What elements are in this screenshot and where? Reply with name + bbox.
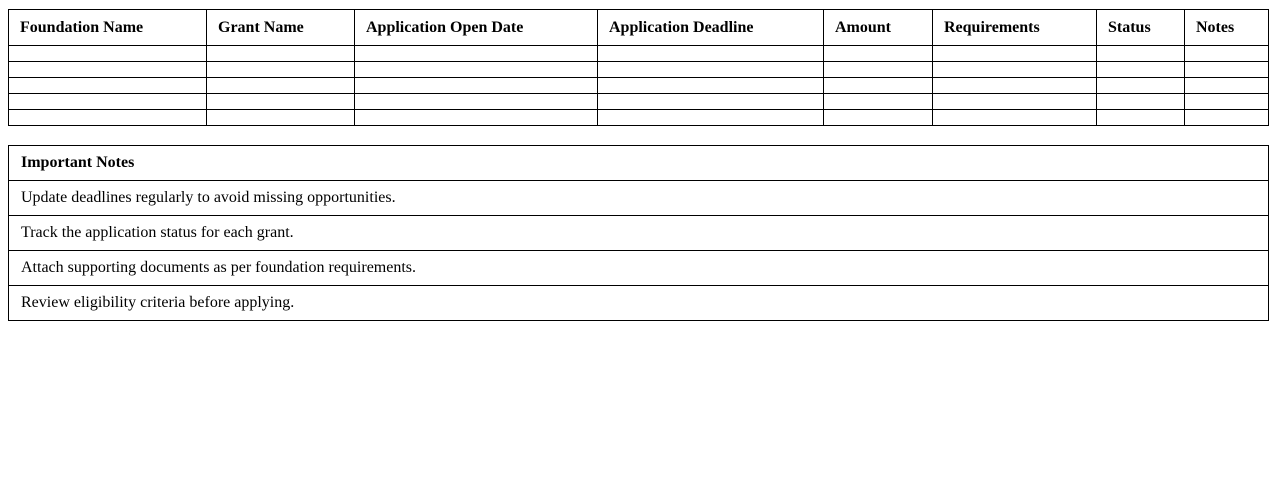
grant-cell[interactable] (598, 46, 824, 62)
grants-table (8, 9, 1269, 126)
grant-cell[interactable] (207, 78, 355, 94)
grant-cell[interactable] (207, 46, 355, 62)
column-header-application-open-date: Application Open Date (355, 10, 598, 46)
note-row (9, 181, 1269, 216)
grant-cell[interactable] (933, 94, 1097, 110)
grant-cell[interactable] (9, 110, 207, 126)
column-header-status: Status (1097, 10, 1185, 46)
grant-cell[interactable] (355, 78, 598, 94)
grant-cell[interactable] (207, 62, 355, 78)
notes-table-body (9, 181, 1269, 321)
grant-cell[interactable] (9, 94, 207, 110)
grant-cell[interactable] (598, 94, 824, 110)
grant-empty-row (9, 78, 1269, 94)
note-text: Track the application status for each grant. (9, 216, 1269, 251)
grant-cell[interactable] (9, 78, 207, 94)
grant-cell[interactable] (824, 94, 933, 110)
grant-cell[interactable] (933, 46, 1097, 62)
grant-cell[interactable] (824, 62, 933, 78)
grant-cell[interactable] (824, 46, 933, 62)
grant-cell[interactable] (1097, 62, 1185, 78)
note-row (9, 286, 1269, 321)
column-header-notes: Notes (1185, 10, 1269, 46)
grant-cell[interactable] (933, 78, 1097, 94)
grant-cell[interactable] (598, 62, 824, 78)
note-text: Attach supporting documents as per foundation requirements. (9, 251, 1269, 286)
grant-cell[interactable] (1185, 94, 1269, 110)
grant-empty-row (9, 46, 1269, 62)
grant-cell[interactable] (1185, 46, 1269, 62)
note-row (9, 251, 1269, 286)
column-header-requirements: Requirements (933, 10, 1097, 46)
column-header-application-deadline: Application Deadline (598, 10, 824, 46)
grant-cell[interactable] (355, 110, 598, 126)
grant-cell[interactable] (1185, 62, 1269, 78)
important-notes-table (8, 145, 1269, 321)
grants-header-row (9, 10, 1269, 46)
column-header-amount: Amount (824, 10, 933, 46)
grant-cell[interactable] (824, 110, 933, 126)
grant-cell[interactable] (1185, 110, 1269, 126)
note-text: Update deadlines regularly to avoid missing opportunities. (9, 181, 1269, 216)
grant-cell[interactable] (355, 62, 598, 78)
grant-cell[interactable] (9, 46, 207, 62)
grant-cell[interactable] (9, 62, 207, 78)
grant-cell[interactable] (1097, 94, 1185, 110)
grant-empty-row (9, 62, 1269, 78)
grant-empty-row (9, 110, 1269, 126)
note-row (9, 216, 1269, 251)
column-header-grant-name: Grant Name (207, 10, 355, 46)
grants-table-body (9, 46, 1269, 126)
grant-cell[interactable] (1097, 110, 1185, 126)
column-header-foundation-name: Foundation Name (9, 10, 207, 46)
grant-empty-row (9, 94, 1269, 110)
grant-cell[interactable] (824, 78, 933, 94)
notes-header-row (9, 146, 1269, 181)
grant-cell[interactable] (207, 110, 355, 126)
grant-cell[interactable] (355, 94, 598, 110)
grant-cell[interactable] (207, 94, 355, 110)
grant-cell[interactable] (355, 46, 598, 62)
grant-cell[interactable] (598, 78, 824, 94)
grant-cell[interactable] (598, 110, 824, 126)
notes-table-title: Important Notes (9, 146, 1269, 181)
grant-cell[interactable] (933, 110, 1097, 126)
grant-cell[interactable] (1097, 78, 1185, 94)
grant-cell[interactable] (1185, 78, 1269, 94)
note-text: Review eligibility criteria before applying. (9, 286, 1269, 321)
grant-cell[interactable] (1097, 46, 1185, 62)
grant-cell[interactable] (933, 62, 1097, 78)
